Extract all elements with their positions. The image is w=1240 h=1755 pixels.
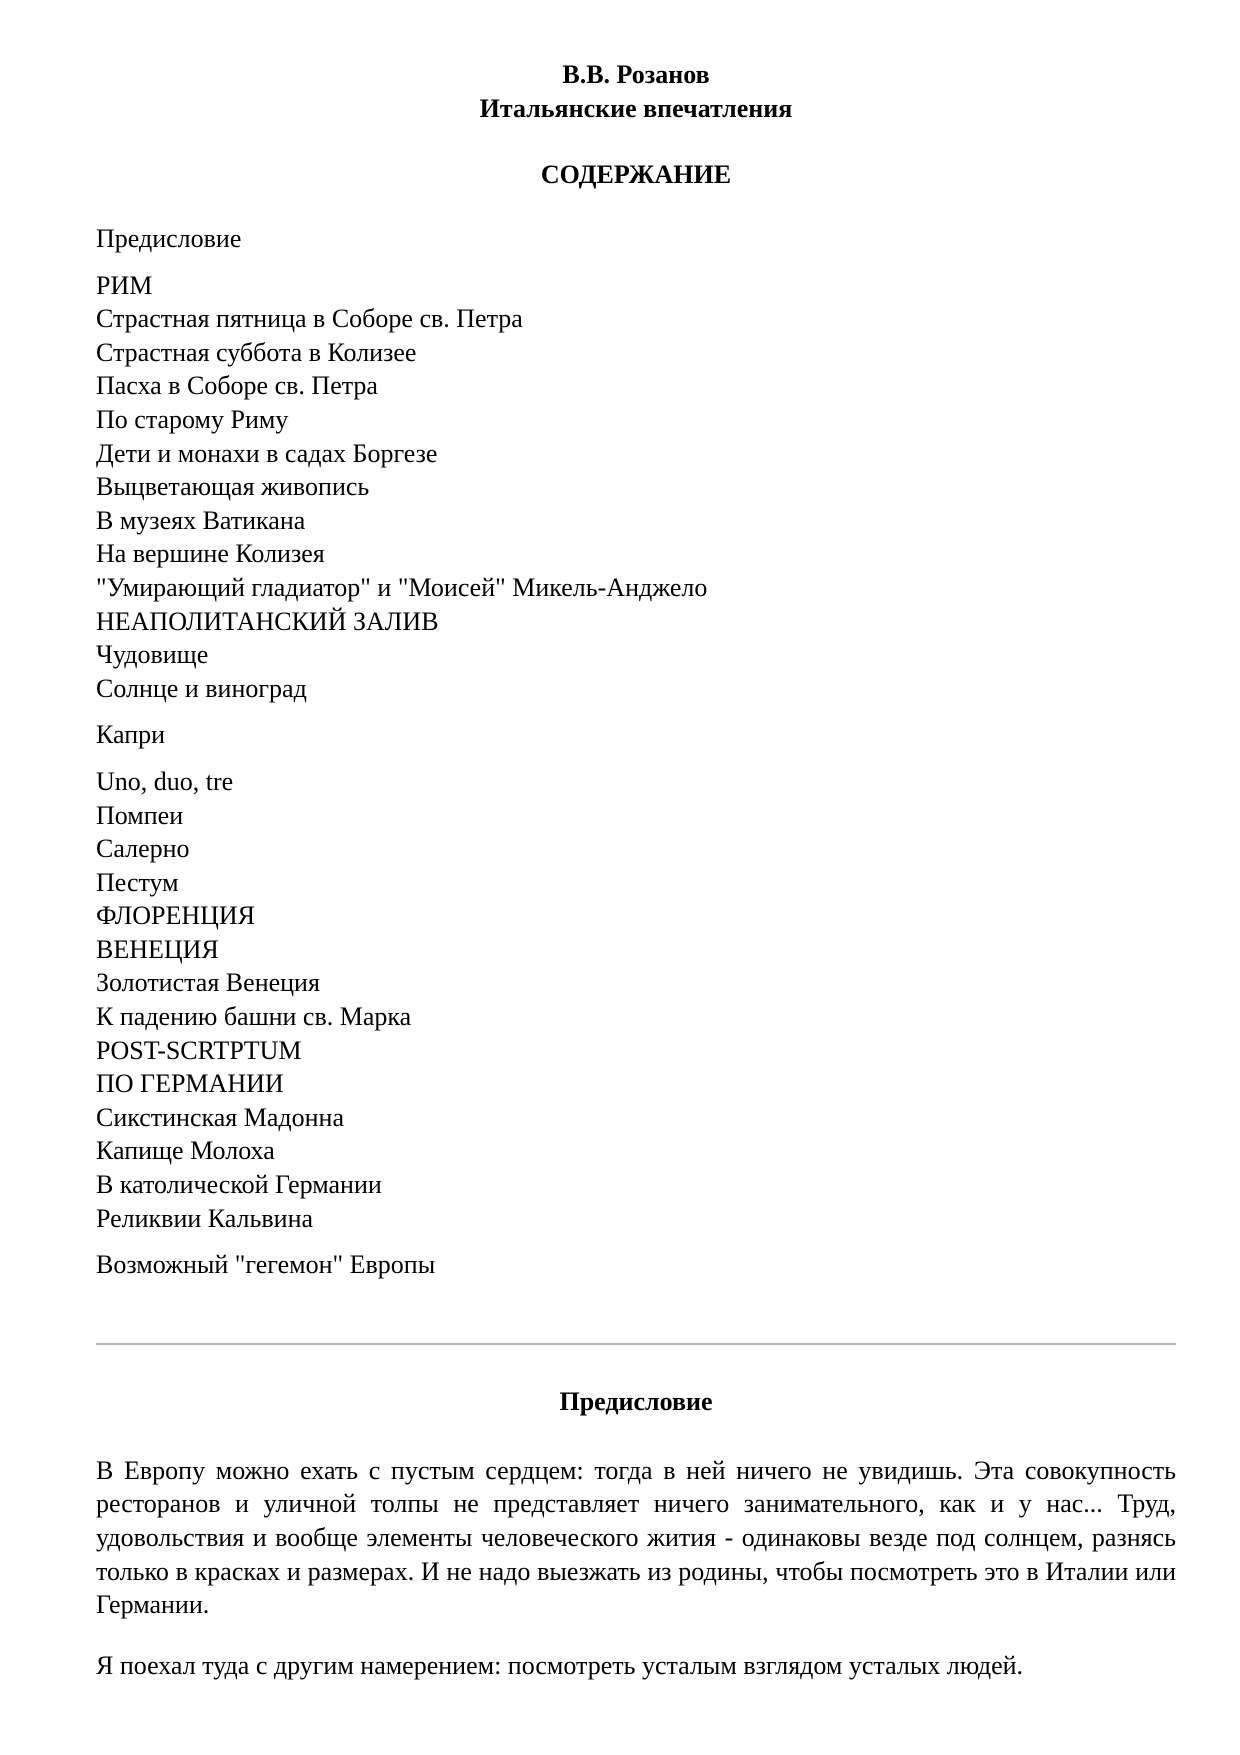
toc-item[interactable]: В музеях Ватикана [96, 505, 306, 535]
book-title: Итальянские впечатления [479, 94, 793, 123]
toc-item[interactable]: Помпеи [96, 800, 184, 830]
author-name: В.В. Розанов [562, 60, 710, 89]
toc-item[interactable]: Предисловие [96, 224, 242, 253]
toc-item[interactable]: Капище Молоха [96, 1136, 275, 1166]
toc-item[interactable]: Пасха в Соборе св. Петра [96, 371, 378, 401]
toc-item[interactable]: Пестум [96, 867, 179, 897]
toc-item[interactable]: Выцветающая живопись [96, 472, 370, 502]
toc-item[interactable]: Золотистая Венеция [96, 968, 320, 998]
toc-item[interactable]: На вершине Колизея [96, 539, 325, 569]
toc-item[interactable]: В католической Германии [96, 1170, 382, 1200]
preface-paragraph: Я поехал туда с другим намерением: посмотреть усталым взглядом усталых людей. [96, 1650, 1024, 1680]
toc-heading: СОДЕРЖАНИЕ [540, 160, 732, 189]
toc-item[interactable]: НЕАПОЛИТАНСКИЙ ЗАЛИВ [96, 606, 439, 636]
toc-item[interactable]: Капри [96, 720, 166, 750]
toc-item[interactable]: Реликвии Кальвина [96, 1203, 314, 1233]
section-divider [96, 1343, 1176, 1345]
toc-item[interactable]: ФЛОРЕНЦИЯ [96, 901, 256, 931]
toc-item[interactable]: Солнце и виноград [96, 673, 307, 703]
toc-item[interactable]: По старому Риму [96, 404, 289, 434]
toc-item[interactable]: Сикстинская Мадонна [96, 1102, 345, 1132]
toc-item[interactable]: Uno, duo, tre [96, 766, 234, 796]
toc-item[interactable]: Страстная суббота в Колизее [96, 337, 417, 367]
toc-item[interactable]: Страстная пятница в Соборе св. Петра [96, 304, 523, 334]
toc-item[interactable]: ПО ГЕРМАНИИ [96, 1069, 284, 1099]
preface-heading: Предисловие [559, 1386, 713, 1416]
table-of-contents [96, 222, 1176, 1282]
toc-item[interactable]: POST-SCRTPTUM [96, 1035, 302, 1065]
toc-item[interactable]: РИМ [96, 270, 153, 300]
toc-item[interactable]: Дети и монахи в садах Боргезе [96, 438, 438, 468]
toc-item[interactable]: ВЕНЕЦИЯ [96, 934, 219, 964]
toc-item[interactable]: К падению башни св. Марка [96, 1002, 412, 1032]
toc-item[interactable]: Чудовище [96, 640, 209, 670]
toc-item[interactable]: Салерно [96, 834, 190, 864]
toc-item[interactable]: "Умирающий гладиатор" и "Моисей" Микель-Анджело [96, 572, 708, 602]
preface-paragraph: В Европу можно ехать с пустым сердцем: тогда в ней ничего не увидишь. Эта совокупность ресторанов и уличной толпы не представляет ничего занимательного, как и у нас... Труд, удовольствия и вообще элементы человеческого жития - одинаковы везде под солнцем, разнясь только в красках и размерах. И не надо выезжать из родины, чтобы посмотреть это в Италии или Германии. [96, 1455, 1176, 1620]
document-page [96, 0, 1176, 1682]
toc-item[interactable]: Возможный "гегемон" Европы [96, 1250, 436, 1280]
